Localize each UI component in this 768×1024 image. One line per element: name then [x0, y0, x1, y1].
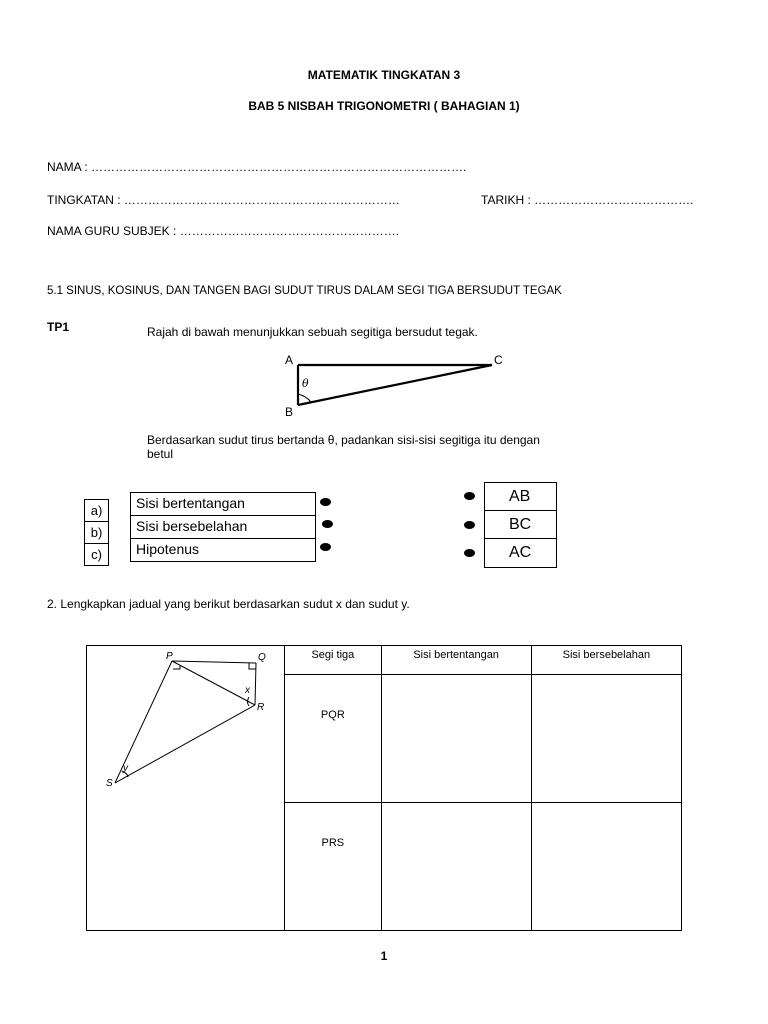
page-subtitle: BAB 5 NISBAH TRIGONOMETRI ( BAHAGIAN 1) — [248, 99, 520, 113]
tp-label: TP1 — [47, 320, 70, 334]
prs-opposite-answer[interactable] — [381, 803, 531, 931]
pqr-adjacent-answer[interactable] — [531, 675, 681, 803]
vertex-p-label: P — [166, 651, 173, 662]
triangle-pqrs-figure — [91, 650, 281, 810]
section-heading: 5.1 SINUS, KOSINUS, DAN TANGEN BAGI SUDUT TIRUS DALAM SEGI TIGA BERSUDUT TEGAK — [47, 285, 562, 297]
question2-text: 2. Lengkapkan jadual yang berikut berdasarkan sudut x dan sudut y. — [47, 597, 410, 611]
header-sisi-bertentangan: Sisi bertentangan — [381, 646, 531, 675]
left-dot-b[interactable] — [322, 520, 333, 528]
answer-ac: AC — [484, 538, 557, 568]
header-segi-tiga: Segi tiga — [285, 646, 381, 675]
nama-field: NAMA : …………………………………………………………………………………. — [47, 160, 467, 174]
instruction-line1: Berdasarkan sudut tirus bertanda θ, padankan sisi-sisi segitiga itu dengan — [147, 433, 540, 447]
guru-field: NAMA GURU SUBJEK : ………………………………………………. — [47, 224, 400, 238]
vertex-a-label: A — [285, 353, 294, 367]
intro-text: Rajah di bawah menunjukkan sebuah segitiga bersudut tegak. — [147, 325, 478, 339]
right-dot-ab[interactable] — [464, 492, 475, 500]
vertex-b-label: B — [285, 405, 294, 419]
page-number: 1 — [380, 949, 388, 963]
label-sisi-bersebelahan: Sisi bersebelahan — [130, 515, 316, 539]
row-pqr-label: PQR — [285, 675, 381, 803]
tingkatan-field: TINGKATAN : …………………………………………………………… — [47, 193, 400, 207]
angle-y-label: y — [123, 763, 128, 774]
row-prs-label: PRS — [285, 803, 381, 931]
theta-label: θ — [302, 377, 309, 390]
angle-x-label: x — [245, 685, 250, 696]
left-dot-c[interactable] — [320, 543, 331, 551]
question2-table — [86, 645, 682, 931]
answer-bc: BC — [484, 510, 557, 539]
vertex-r-label: R — [257, 702, 265, 713]
instruction-line2: betul — [147, 447, 174, 461]
figure-cell — [87, 646, 285, 931]
letter-c: c) — [84, 543, 109, 566]
prs-adjacent-answer[interactable] — [531, 803, 681, 931]
left-dot-a[interactable] — [320, 498, 331, 506]
right-dot-bc[interactable] — [464, 521, 475, 529]
vertex-q-label: Q — [258, 652, 266, 663]
label-sisi-bertentangan: Sisi bertentangan — [130, 492, 316, 516]
label-hipotenus: Hipotenus — [130, 538, 316, 562]
header-sisi-bersebelahan: Sisi bersebelahan — [531, 646, 681, 675]
triangle-abc-figure — [280, 348, 510, 418]
vertex-s-label: S — [106, 778, 113, 789]
answer-ab: AB — [484, 482, 557, 511]
vertex-c-label: C — [494, 353, 503, 367]
tarikh-field: TARIKH : …………………………………. — [481, 193, 694, 207]
page-title: MATEMATIK TINGKATAN 3 — [307, 68, 461, 82]
right-dot-ac[interactable] — [464, 549, 475, 557]
pqr-opposite-answer[interactable] — [381, 675, 531, 803]
letter-a: a) — [84, 499, 109, 522]
letter-b: b) — [84, 521, 109, 544]
